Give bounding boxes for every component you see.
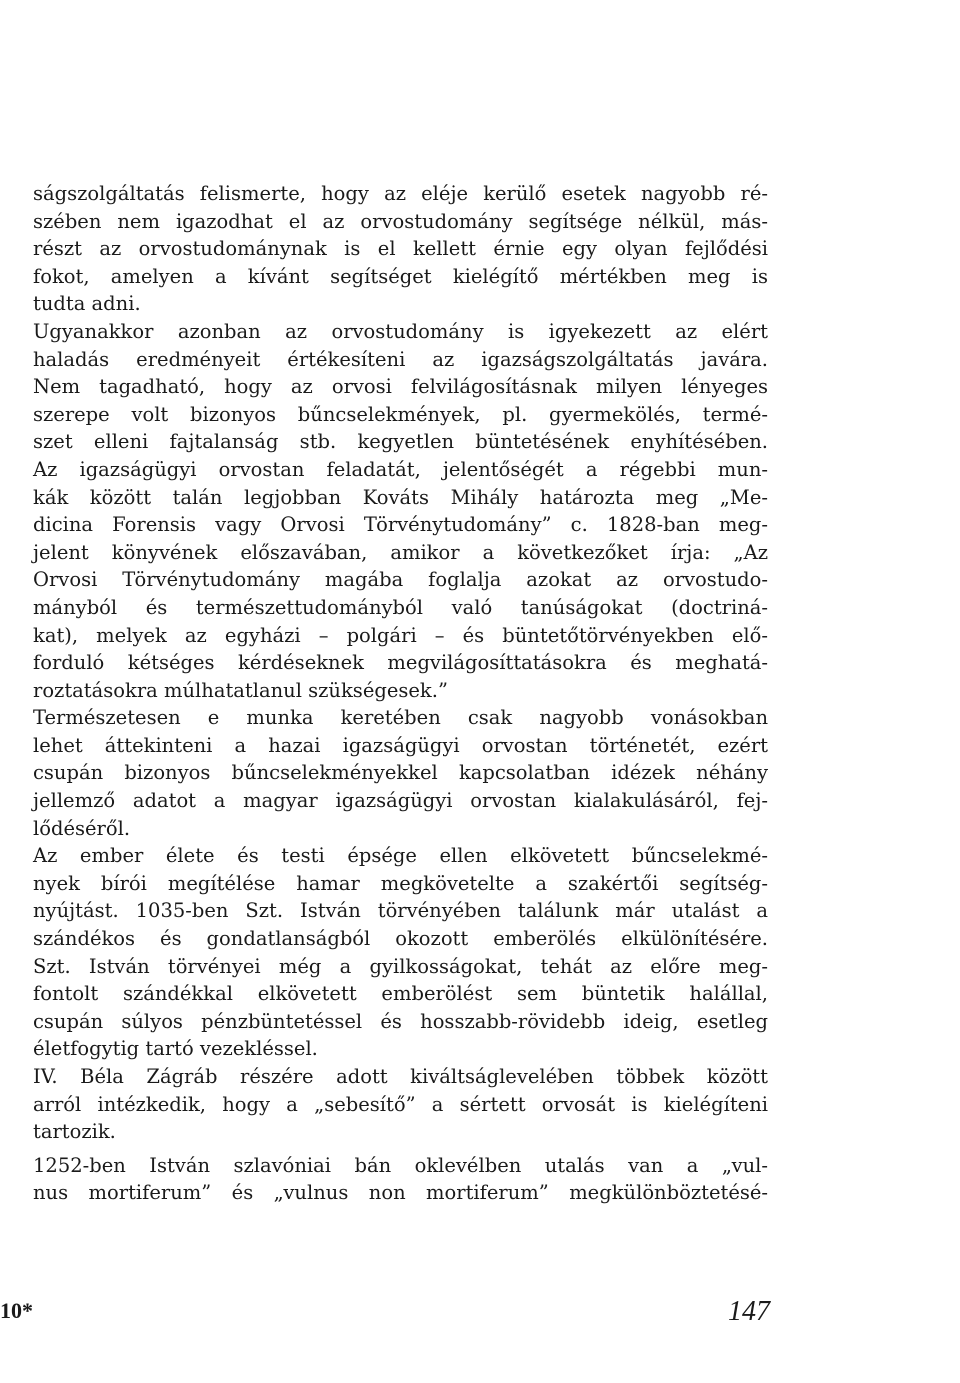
text-line: nus mortiferum” és „vulnus non mortiferum” megkülönböztetésé- bbox=[33, 1181, 768, 1205]
text-line: szerepe volt bizonyos bűncselekmények, pl. gyermekölés, termé- bbox=[33, 402, 768, 426]
text-line: dicina Forensis vagy Orvosi Törvénytudomány” c. 1828-ban meg- bbox=[33, 513, 768, 537]
text-line: 1252-ben István szlavóniai bán oklevélben utalás van a „vul- bbox=[33, 1153, 768, 1177]
text-line: kat), melyek az egyházi – polgári – és büntetőtörvényekben elő- bbox=[33, 623, 768, 647]
text-line: lehet áttekinteni a hazai igazságügyi orvostan történetét, ezért bbox=[33, 733, 768, 757]
text-line: Ugyanakkor azonban az orvostudomány is igyekezett az elért bbox=[33, 319, 768, 343]
text-line: Orvosi Törvénytudomány magába foglalja azokat az orvostudo- bbox=[33, 568, 768, 592]
text-line: mányból és természettudományból való tanúságokat (doctriná- bbox=[33, 595, 768, 619]
text-line: arról intézkedik, hogy a „sebesítő” a sértett orvosát is kielégíteni bbox=[33, 1092, 768, 1116]
text-line: csupán bizonyos bűncselekményekkel kapcsolatban idézek néhány bbox=[33, 761, 768, 785]
text-line: fontolt szándékkal elkövetett emberölést sem büntetik halállal, bbox=[33, 982, 768, 1006]
text-line: Az igazságügyi orvostan feladatát, jelentőségét a régebbi mun- bbox=[33, 457, 768, 481]
page-number: 147 bbox=[728, 1296, 770, 1327]
text-line: roztatásokra múlhatatlanul szükségesek.” bbox=[33, 678, 448, 702]
text-line: Természetesen e munka keretében csak nagyobb vonásokban bbox=[33, 706, 768, 730]
text-line: tudta adni. bbox=[33, 292, 141, 316]
text-line: Az ember élete és testi épsége ellen elkövetett bűncselekmé- bbox=[33, 844, 768, 868]
text-line: fokot, amelyen a kívánt segítséget kielégítő mértékben meg is bbox=[33, 264, 768, 288]
text-line: Nem tagadható, hogy az orvosi felvilágosításnak milyen lényeges bbox=[33, 375, 768, 399]
text-line: jellemző adatot a magyar igazságügyi orvostan kialakulásáról, fej- bbox=[33, 789, 768, 813]
text-line: életfogytig tartó vezekléssel. bbox=[33, 1037, 318, 1061]
text-line: részt az orvostudománynak is el kellett érnie egy olyan fejlődési bbox=[33, 237, 768, 261]
text-line: kák között talán legjobban Kováts Mihály határozta meg „Me- bbox=[33, 485, 768, 509]
text-line: haladás eredményeit értékesíteni az igazságszolgáltatás javára. bbox=[33, 347, 768, 371]
text-line: lődéséről. bbox=[33, 816, 131, 840]
text-line: nyújtást. 1035-ben Szt. István törvényében találunk már utalást a bbox=[33, 899, 768, 923]
text-line: jelent könyvének előszavában, amikor a következőket írja: „Az bbox=[33, 540, 768, 564]
text-column bbox=[33, 180, 768, 1207]
text-line: szében nem igazodhat el az orvostudomány segítsége nélkül, más- bbox=[33, 209, 768, 233]
signature-mark: 10* bbox=[0, 1298, 33, 1323]
text-line: ságszolgáltatás felismerte, hogy az eléje kerülő esetek nagyobb ré- bbox=[33, 182, 768, 205]
text-line: csupán súlyos pénzbüntetéssel és hosszabb-rövidebb ideig, esetleg bbox=[33, 1009, 768, 1033]
text-line: nyek bírói megítélése hamar megkövetelte a szakértői segítség- bbox=[33, 871, 768, 895]
text-line: szándékos és gondatlanságból okozott emberölés elkülönítésére. bbox=[33, 927, 768, 951]
text-line: IV. Béla Zágráb részére adott kiváltságlevelében többek között bbox=[33, 1065, 768, 1088]
text-line: tartozik. bbox=[33, 1120, 116, 1144]
text-line: szet elleni fajtalanság stb. kegyetlen büntetésének enyhítésében. bbox=[33, 430, 768, 454]
text-line: Szt. István törvényei még a gyilkosságokat, tehát az előre meg- bbox=[33, 954, 768, 978]
text-line: forduló kétséges kérdéseknek megvilágosíttatásokra és meghatá- bbox=[33, 651, 768, 675]
